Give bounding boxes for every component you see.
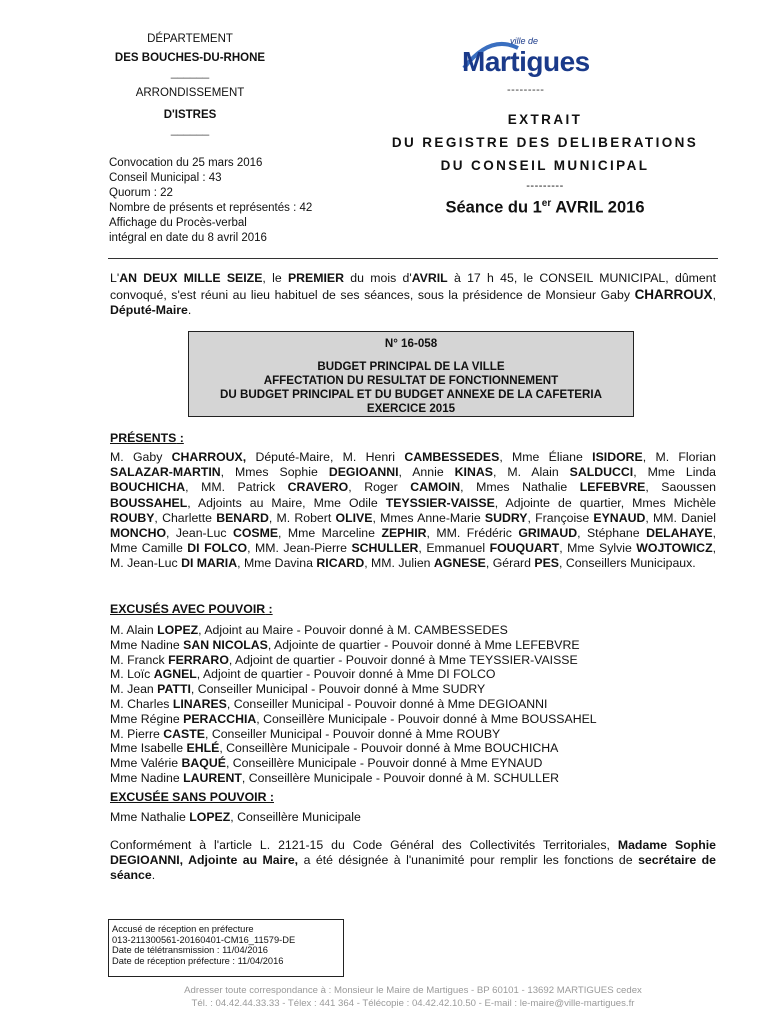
member-surname: SUDRY — [484, 510, 528, 525]
excuse-item — [110, 727, 597, 742]
member-surname: ROUBY — [110, 510, 155, 525]
header-rule: ______ — [170, 124, 210, 136]
member-surname: OLIVE — [335, 510, 373, 525]
convocation-info — [109, 156, 312, 246]
member-surname: ISIDORE — [592, 450, 643, 464]
member-surname: WOJTOWICZ — [636, 541, 713, 556]
excuse-item — [110, 638, 597, 653]
member-surname: SCHULLER — [351, 541, 419, 556]
member-surname: RICARD — [316, 556, 365, 571]
intro-text: L' — [110, 271, 120, 285]
convocation-line: Nombre de présents et représentés : 42 — [109, 202, 313, 214]
sans-pouvoir-title-text: EXCUSÉE SANS POUVOIR — [110, 790, 267, 804]
seance-sup: er — [541, 198, 552, 209]
deliberation-line: EXERCICE 2015 — [366, 402, 456, 415]
member-surname: GRIMAUD — [518, 526, 578, 541]
seance-pre: Séance du 1 — [445, 198, 542, 217]
excuse-item — [110, 682, 597, 697]
excuse-item — [110, 623, 597, 638]
header-left — [84, 30, 296, 135]
sans-pouvoir-name: LOPEZ — [189, 810, 231, 824]
member-surname: SALAZAR-MARTIN — [110, 465, 221, 480]
istres-label: D'ISTRES — [163, 109, 217, 121]
presents-text: , M. Florian — [642, 450, 717, 464]
title-block — [360, 108, 730, 195]
logo-word: Martigues — [462, 46, 590, 77]
intro-text: , — [712, 287, 716, 302]
member-surname: CAMOIN — [410, 480, 461, 495]
excuse-name: LAURENT — [183, 770, 242, 785]
presents-text: , Conseillers Municipaux. — [559, 556, 696, 571]
convocation-line: intégral en date du 8 avril 2016 — [109, 232, 267, 244]
footer-contact: Tél. : 04.42.44.33.33 - Télex : 441 364 - Télécopie : 04.42.42.10.50 - E-mail : le-maire@ville-martigues.fr — [191, 998, 635, 1009]
deliberation-line: DU BUDGET PRINCIPAL ET DU BUDGET ANNEXE DE LA CAFETERIA — [220, 388, 602, 401]
sans-pouvoir-post: , Conseillère Municipale — [230, 810, 361, 824]
member-surname: CAMBESSEDES — [404, 450, 500, 464]
member-surname: DI FOLCO — [187, 541, 248, 556]
header-rule: ______ — [170, 67, 210, 79]
excuse-pre: M. Loïc — [110, 667, 154, 682]
presents-text: , MM. Daniel — [645, 510, 716, 525]
accuse-line: Date de télétransmission : 11/04/2016 — [112, 945, 268, 955]
intro-bold: Député-Maire — [110, 303, 188, 317]
member-surname: MONCHO — [110, 526, 167, 541]
excuse-item — [110, 741, 597, 756]
member-surname: BOUSSAHEL — [110, 495, 188, 510]
excuse-pre: Mme Isabelle — [110, 741, 187, 756]
bouches-du-rhone-label: DES BOUCHES-DU-RHONE — [114, 52, 266, 64]
accuse-reception-box — [108, 919, 344, 977]
convocation-line: Convocation du 25 mars 2016 — [109, 157, 263, 169]
seance-post: AVRIL 2016 — [551, 198, 645, 217]
excuse-item — [110, 756, 597, 771]
sans-pouvoir-item — [110, 810, 361, 825]
presents-text: , Mme Camille — [110, 526, 716, 556]
presents-text: , M. Robert — [268, 510, 336, 525]
presents-text: , Charlette — [154, 510, 217, 525]
excuse-name: LOPEZ — [157, 623, 199, 637]
excuse-post: , Adjoint de quartier - Pouvoir donné à Mme DI FOLCO — [196, 667, 496, 682]
seance-date — [360, 198, 730, 218]
presents-text: , Adjoints au Maire, Mme Odile — [187, 495, 386, 510]
sans-pouvoir-pre: Mme Nathalie — [110, 810, 190, 824]
footer — [100, 984, 726, 1010]
presents-text: , M. Alain — [492, 465, 570, 480]
member-surname: SALDUCCI — [569, 465, 634, 480]
presents-text: , Gérard — [485, 556, 535, 571]
presents-text: , Saoussen — [645, 480, 716, 495]
member-surname: ZEPHIR — [381, 526, 427, 541]
extrait-title: EXTRAIT — [507, 112, 583, 127]
member-surname: DELAHAYE — [646, 526, 713, 541]
conformement-paragraph — [110, 838, 716, 884]
presents-title-text: PRÉSENTS — [110, 431, 177, 445]
presents-text: , Mme Marceline — [278, 526, 382, 541]
intro-bold: PREMIER — [287, 271, 344, 285]
sans-pouvoir-title — [110, 790, 274, 804]
conseil-title: DU CONSEIL MUNICIPAL — [440, 158, 650, 173]
conformement-text: Conformément à l'article L. 2121-15 du Code Général des Collectivités Territoriales, — [110, 838, 618, 852]
excuse-name: AGNEL — [153, 667, 197, 682]
presents-text: , Mmes Anne-Marie — [372, 510, 485, 525]
excuse-post: , Adjoint au Maire - Pouvoir donné à M. CAMBESSEDES — [198, 623, 508, 637]
presents-title — [110, 431, 184, 445]
presents-text: , MM. Jean-Pierre — [247, 541, 352, 556]
convocation-line: Affichage du Procès-verbal — [109, 217, 247, 229]
sans-pouvoir-colon: : — [266, 790, 274, 804]
excuse-name: PERACCHIA — [183, 711, 257, 726]
presents-text: , Mme Sylvie — [559, 541, 637, 556]
martigues-logo — [460, 38, 634, 80]
excuse-item — [110, 653, 597, 668]
excuse-name: BAQUÉ — [181, 756, 226, 771]
convocation-line: Conseil Municipal : 43 — [109, 172, 222, 184]
footer-address: Adresser toute correspondance à : Monsieur le Maire de Martigues - BP 60101 - 13692 MARTIGUES cedex — [184, 985, 642, 996]
excuse-name: PATTI — [157, 682, 191, 697]
intro-text: du mois d' — [344, 271, 412, 285]
excuse-post: , Conseillère Municipale - Pouvoir donné à Mme BOUCHICHA — [219, 741, 559, 756]
presents-text: , Mme Davina — [237, 556, 317, 571]
excuse-post: , Adjointe de quartier - Pouvoir donné à Mme LEFEBVRE — [267, 637, 580, 652]
excuses-title-text: EXCUSÉS AVEC POUVOIR — [110, 602, 266, 616]
presents-text: , Roger — [348, 480, 411, 495]
member-surname: CHARROUX, — [171, 450, 247, 464]
excuse-name: FERRARO — [168, 652, 229, 667]
presents-text: , Françoise — [527, 510, 594, 525]
presents-text: , Mme Éliane — [499, 450, 593, 464]
presents-text: , Mme Linda — [633, 465, 716, 480]
arrondissement-label: ARRONDISSEMENT — [135, 87, 245, 99]
excuse-pre: Mme Nadine — [110, 637, 184, 652]
excuse-pre: M. Alain — [110, 623, 158, 637]
logo-ville-de: ville de — [510, 36, 539, 46]
excuse-pre: Mme Régine — [110, 711, 184, 726]
member-surname: CRAVERO — [287, 480, 349, 495]
member-surname: AGNESE — [433, 556, 486, 571]
excuse-pre: M. Pierre — [110, 726, 164, 741]
presents-text: Député-Maire, M. Henri — [246, 450, 405, 464]
excuses-colon: : — [265, 602, 273, 616]
presents-colon: : — [176, 431, 184, 445]
accuse-line: Accusé de réception en préfecture — [112, 924, 254, 934]
excuse-item — [110, 712, 597, 727]
presents-text: , Jean-Luc — [166, 526, 233, 541]
deliberation-number: N° 16-058 — [384, 337, 438, 350]
excuse-pre: Mme Valérie — [110, 756, 182, 771]
divider — [108, 258, 718, 259]
convocation-line: Quorum : 22 — [109, 187, 173, 199]
excuse-post: , Conseillère Municipale - Pouvoir donné à Mme BOUSSAHEL — [256, 711, 597, 726]
excuse-name: SAN NICOLAS — [183, 637, 268, 652]
excuse-post: , Conseiller Municipal - Pouvoir donné à Mme SUDRY — [190, 682, 486, 697]
member-surname: TEYSSIER-VAISSE — [385, 495, 495, 510]
excuses-title — [110, 602, 273, 616]
intro-paragraph — [110, 271, 716, 319]
excuse-item — [110, 697, 597, 712]
excuse-name: EHLÉ — [186, 741, 220, 756]
member-surname: LEFEBVRE — [579, 480, 646, 495]
deliberation-line: BUDGET PRINCIPAL DE LA VILLE — [317, 360, 505, 373]
presents-text: , MM. Julien — [364, 556, 434, 571]
intro-bold: AN DEUX MILLE SEIZE — [119, 271, 263, 285]
member-surname: COSME — [232, 526, 279, 541]
member-surname: FOUQUART — [489, 541, 560, 556]
excuse-pre: Mme Nadine — [110, 770, 184, 785]
deliberation-line: AFFECTATION DU RESULTAT DE FONCTIONNEMENT — [263, 374, 559, 387]
member-surname: BOUCHICHA — [110, 480, 186, 495]
presents-text: , Emmanuel — [418, 541, 490, 556]
presents-paragraph — [110, 450, 716, 572]
excuse-pre: M. Jean — [110, 682, 158, 697]
excuse-item — [110, 771, 597, 786]
presents-text: , Annie — [398, 465, 455, 480]
conformement-bold: Madame Sophie DEGIOANNI, Adjointe au Maire, — [110, 838, 716, 868]
registre-title: DU REGISTRE DES DELIBERATIONS — [391, 135, 699, 150]
conformement-text: a été désignée à l'unanimité pour remplir les fonctions de — [298, 853, 639, 868]
intro-text: , le — [262, 271, 288, 285]
member-surname: DI MARIA — [181, 556, 238, 571]
presents-text: , MM. Frédéric — [426, 526, 519, 541]
excuse-post: , Conseillère Municipale - Pouvoir donné à Mme EYNAUD — [225, 756, 543, 771]
excuse-post: , Conseiller Municipal - Pouvoir donné à Mme DEGIOANNI — [226, 696, 548, 711]
departement-label: DÉPARTEMENT — [147, 33, 233, 45]
deliberation-box — [188, 331, 634, 417]
member-surname: BENARD — [216, 510, 269, 525]
member-surname: DEGIOANNI — [328, 465, 399, 480]
presents-text: , Adjointe de quartier, Mmes Michèle — [494, 495, 717, 510]
presents-text: , M. Jean-Luc — [110, 541, 716, 571]
intro-text: à 17 h 45, le CONSEIL MUNICIPAL, dûment convoqué, s'est réuni au lieu habituel de ses séances, sous la présidence de Monsieur Gaby — [110, 271, 716, 302]
conformement-text: . — [151, 868, 156, 883]
excuse-post: , Adjoint de quartier - Pouvoir donné à Mme TEYSSIER-VAISSE — [228, 652, 578, 667]
excuse-name: LINARES — [172, 696, 227, 711]
presents-text: M. Gaby — [110, 450, 172, 464]
presents-text: , Mmes Nathalie — [460, 480, 580, 495]
accuse-line: 013-211300561-20160401-CM16_11579-DE — [112, 934, 296, 945]
conformement-bold: secrétaire de séance — [110, 853, 717, 883]
presents-text: , MM. Patrick — [185, 480, 288, 495]
excuse-post: , Conseillère Municipale - Pouvoir donné à M. SCHULLER — [241, 770, 560, 785]
excuses-list — [110, 623, 597, 786]
member-surname: EYNAUD — [593, 510, 646, 525]
intro-text: . — [187, 303, 192, 317]
presents-text: , Mmes Sophie — [220, 465, 329, 480]
intro-bold: AVRIL — [411, 271, 448, 285]
excuse-name: CASTE — [163, 726, 205, 741]
title-dashes: --------- — [526, 180, 564, 192]
excuse-pre: M. Charles — [110, 696, 173, 711]
member-surname: KINAS — [454, 465, 493, 480]
intro-bold: CHARROUX — [634, 286, 713, 302]
logo-dashes: --------- — [507, 84, 545, 96]
member-surname: PES — [534, 556, 559, 571]
presents-text: , Stéphane — [577, 526, 647, 541]
excuse-pre: M. Franck — [110, 652, 169, 667]
excuse-post: , Conseiller Municipal - Pouvoir donné à Mme ROUBY — [204, 726, 501, 741]
accuse-line: Date de réception préfecture : 11/04/2016 — [112, 955, 284, 966]
excuse-item — [110, 667, 597, 682]
